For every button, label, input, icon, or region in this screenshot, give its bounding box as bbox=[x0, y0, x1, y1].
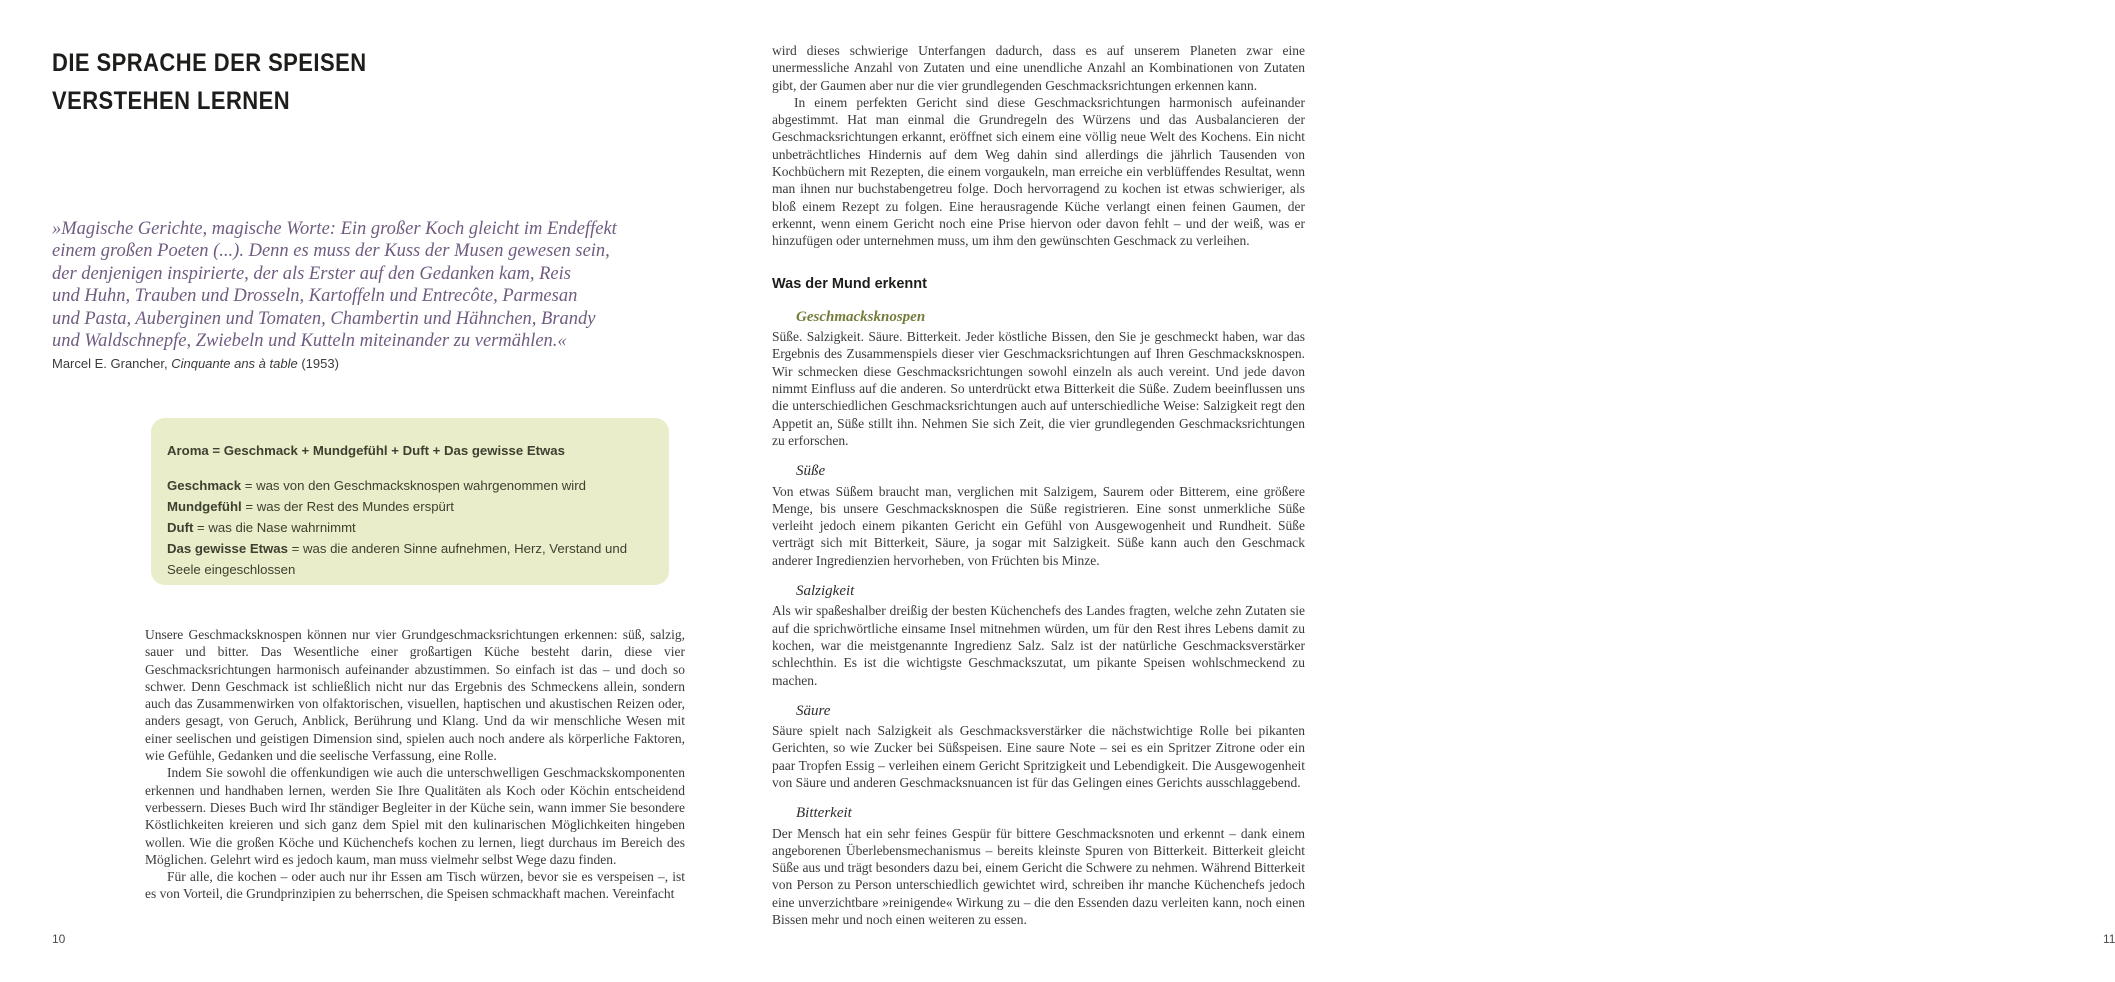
quote-line: und Huhn, Trauben und Drosseln, Kartoffeln und Entrecôte, Parmesan bbox=[52, 286, 578, 307]
subsection-saeure bbox=[772, 703, 1305, 791]
definition-text: = was von den Geschmacksknospen wahrgenommen wird bbox=[241, 478, 586, 493]
left-page bbox=[0, 0, 722, 982]
page-number-left: 10 bbox=[52, 932, 66, 946]
definition-geschmack bbox=[167, 475, 629, 496]
subsection-salzigkeit bbox=[772, 583, 1305, 689]
subsection-bitterkeit bbox=[772, 805, 1305, 928]
subsection-text: Von etwas Süßem braucht man, verglichen mit Salzigem, Saurem oder Bitterem, eine größere Menge, bis unsere Geschmacksknospen die Süße registrieren. Eine sonst unmerkliche Süße verleiht jedoch einem pikanten Gericht ein Gefühl von Ausgewogenheit und Rundheit. Süße verträgt sich mit Bitterkeit, Säure, ja sogar mit Salzigkeit. Süße kann auch den Geschmack anderer Ingredienzien hervorheben, von Früchten bis Minze. bbox=[772, 483, 1305, 568]
paragraph: Indem Sie sowohl die offenkundigen wie auch die unterschwelligen Geschmackskomponenten erkennen und handhaben lernen, werden Sie Ihre Qualitäten als Koch oder Köchin entscheidend verbessern. Dieses Buch wird Ihr ständiger Begleiter in der Küche sein, wann immer Sie besondere Köstlichkeiten kreieren und sich ganz dem Spiel mit den kulinarischen Möglichkeiten hingeben wollen. Wie die großen Köche und Küchenchefs kochen zu lernen, liegt durchaus im Bereich des Möglichen. Gelehrt wird es jedoch kaum, man muss vielmehr selbst Wege dazu finden. bbox=[145, 765, 685, 867]
paragraph: Für alle, die kochen – oder auch nur ihr Essen am Tisch würzen, bevor sie es verspeisen –, ist es von Vorteil, die Grundprinzipien zu beherrschen, die Speisen schmackhaft machen. Vereinfacht bbox=[145, 869, 685, 902]
left-body-text bbox=[145, 626, 685, 903]
subsection-heading: Bitterkeit bbox=[796, 805, 852, 822]
right-page bbox=[722, 0, 2115, 982]
right-body-text bbox=[772, 42, 1305, 928]
paragraph: Unsere Geschmacksknospen können nur vier Grundgeschmacksrichtungen erkennen: süß, salzig, sauer und bitter. Das Wesentliche einer großartigen Küche besteht darin, diese vier Geschmacksrichtungen harmonisch aufeinander abzustimmen. So einfach ist das – und doch so schwer. Denn Geschmack ist schließlich nicht nur das Ergebnis des Schmeckens allein, sondern auch das Zusammenwirken von olfaktorischen, visuellen, haptischen und akustischen Reizen oder, anders gesagt, von Geruch, Anblick, Berührung und Klang. Und da wir menschliche Wesen mit einer seelischen und geistigen Dimension sind, spielen auch noch andere als körperliche Faktoren, wie Gefühle, Gedanken und die seelische Verfassung, eine Rolle. bbox=[145, 627, 685, 764]
subsection-heading: Süße bbox=[796, 463, 826, 480]
chapter-title-line1: DIE SPRACHE DER SPEISEN bbox=[52, 49, 367, 77]
subsection-text: Süße. Salzigkeit. Säure. Bitterkeit. Jeder köstliche Bissen, den Sie je geschmeckt haben, war das Ergebnis des Zusammenspiels dieser vier Geschmacksrichtungen auf Ihren Geschmacksknospen. Wir schmecken diese Geschmacksrichtungen sowohl einzeln als auch vereint. Und jede davon nimmt Einfluss auf die anderen. So unterdrückt etwa Bitterkeit die Süße. Zudem beeinflussen uns die unterschiedlichen Geschmacksrichtungen auch auf unterschiedliche Weise: Salzigkeit regt den Appetit an, Süße stillt ihn. Nehmen Sie sich Zeit, die vier grundlegenden Geschmacksrichtungen zu erforschen. bbox=[772, 329, 1305, 448]
quote-year: (1953) bbox=[297, 356, 339, 371]
epigraph-quote bbox=[52, 218, 652, 352]
subsection-heading: Geschmacksknospen bbox=[796, 308, 926, 325]
definition-das-gewisse-etwas bbox=[167, 538, 629, 580]
subsection-text: Säure spielt nach Salzigkeit als Geschmacksverstärker die nächstwichtige Rolle bei pikanten Gerichten, so wie Zucker bei Süßspeisen. Eine saure Note – sei es ein Spritzer Zitrone oder ein paar Tropfen Essig – verleihen einem Gericht Spritzigkeit und Lebendigkeit. Die Ausgewogenheit von Säure und anderen Geschmacksnuancen ist für das Gelingen eines Gerichts ausschlaggebend. bbox=[772, 723, 1305, 790]
subsection-geschmacksknospen bbox=[772, 309, 1305, 449]
subsection-suesse bbox=[772, 463, 1305, 569]
aroma-formula-headline: Aroma = Geschmack + Mundgefühl + Duft + Das gewisse Etwas bbox=[167, 443, 565, 458]
quote-author: Marcel E. Grancher, bbox=[52, 356, 172, 371]
paragraph: In einem perfekten Gericht sind diese Geschmacksrichtungen harmonisch aufeinander abgestimmt. Hat man einmal die Grundregeln des Würzens und das Ausbalancieren der Geschmacksrichtungen erkannt, eröffnet sich einem eine völlig neue Welt des Kochens. Ein nicht unbeträchtliches Hindernis auf dem Weg dahin sind allerdings die jährlich Tausenden von Kochbüchern mit Rezepten, die einem vorgaukeln, man erreiche ein verblüffendes Resultat, wenn man ihnen nur buchstabengetreu folge. Doch hervorragend zu kochen ist etwas schwieriger, als bloß einem Rezept zu folgen. Eine herausragende Küche verlangt einen feinen Gaumen, der erkennt, wenn einem Gericht noch eine Prise hiervon oder davon fehlt – und der weiß, was er hinzufügen oder unternehmen muss, um ihm den gewünschten Geschmack zu verleihen. bbox=[772, 94, 1305, 249]
quote-work-title: Cinquante ans à table bbox=[171, 356, 298, 371]
definition-term: Geschmack bbox=[167, 478, 242, 493]
subsection-heading: Säure bbox=[796, 702, 831, 719]
definition-text: = was der Rest des Mundes erspürt bbox=[241, 499, 454, 514]
definition-text: = was die anderen Sinne aufnehmen, Herz, Verstand und Seele eingeschlossen bbox=[167, 541, 628, 577]
definition-text: = was die Nase wahrnimmt bbox=[193, 520, 356, 535]
quote-line: der denjenigen inspirierte, der als Erster auf den Gedanken kam, Reis bbox=[52, 263, 571, 284]
subsection-text: Als wir spaßeshalber dreißig der besten Küchenchefs des Landes fragten, welche zehn Zutaten sie auf die sprichwörtliche einsame Insel mitnehmen würden, um für den Rest ihres Lebens damit zu kochen, war die meistgenannte Ingredienz Salz. Salz ist der natürliche Geschmacksverstärker schlechthin. Es ist die wichtigste Geschmackszutat, um pikante Speisen wohlschmeckend zu machen. bbox=[772, 603, 1305, 688]
definition-duft bbox=[167, 517, 629, 538]
quote-line: und Waldschnepfe, Zwiebeln und Kutteln miteinander zu vermählen.« bbox=[52, 331, 567, 352]
chapter-title-line2: VERSTEHEN LERNEN bbox=[52, 87, 291, 115]
quote-line: »Magische Gerichte, magische Worte: Ein großer Koch gleicht im Endeffekt bbox=[52, 219, 617, 239]
subsection-text: Der Mensch hat ein sehr feines Gespür für bittere Geschmacksnoten und erkennt – dank einem angeborenen Überlebensmechanismus – bereits kleinste Spuren von Bitterkeit. Bitterkeit gleicht Süße aus und trägt besonders dazu bei, einem Gericht die Schwere zu nehmen. Während Bitterkeit von Person zu Person unterschiedlich gewichtet wird, schreiben ihr manche Küchenchefs jedoch eine unverzichtbare »reinigende« Wirkung zu – die den Essenden dazu verleiten kann, noch einen Bissen mehr und noch einen weiteren zu essen. bbox=[772, 825, 1305, 928]
quote-line: und Pasta, Auberginen und Tomaten, Chambertin und Hähnchen, Brandy bbox=[52, 308, 596, 329]
subsection-heading: Salzigkeit bbox=[796, 583, 855, 600]
chapter-title bbox=[52, 44, 409, 120]
quote-attribution bbox=[52, 356, 652, 371]
quote-line: einem großen Poeten (...). Denn es muss der Kuss der Musen gewesen sein, bbox=[52, 241, 610, 262]
paragraph: wird dieses schwierige Unterfangen dadurch, dass es auf unserem Planeten zwar eine unermessliche Anzahl von Zutaten und eine unendliche Anzahl an Kombinationen von Zutaten gibt, der Gaumen aber nur die vier grundlegenden Geschmacksrichtungen erkennen kann. bbox=[772, 43, 1305, 93]
aroma-formula-box bbox=[151, 418, 669, 585]
section-heading-was-der-mund-erkennt: Was der Mund erkennt bbox=[772, 275, 927, 292]
definition-term: Duft bbox=[167, 520, 194, 535]
definition-term: Mundgefühl bbox=[167, 499, 242, 514]
page-number-right: 11 bbox=[2103, 932, 2115, 946]
definition-term: Das gewisse Etwas bbox=[167, 541, 288, 556]
definition-mundgefuehl bbox=[167, 496, 629, 517]
